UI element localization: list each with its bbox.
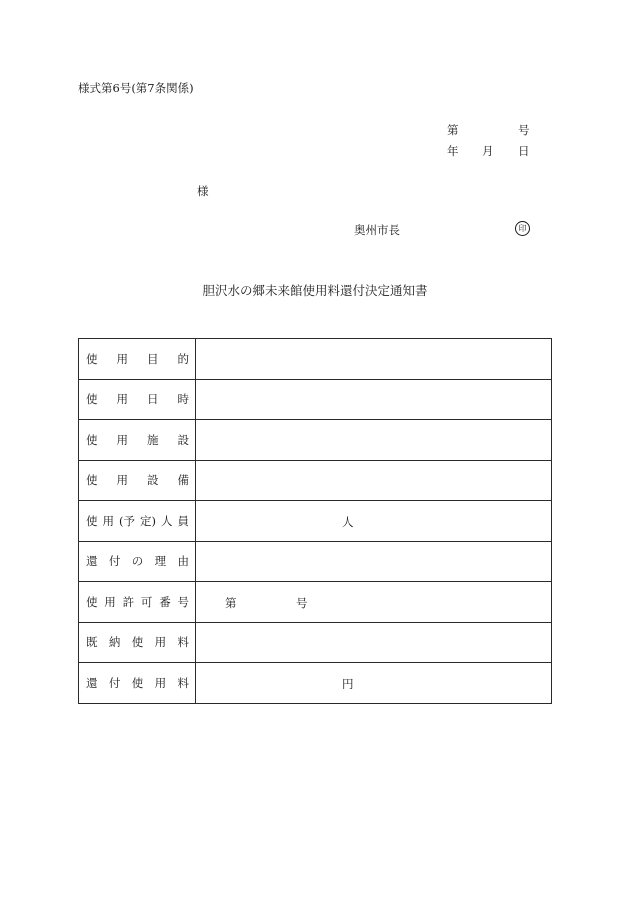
row-label	[79, 379, 196, 420]
permit-number-suffix: 号	[296, 596, 308, 610]
row-label-text	[79, 594, 195, 610]
application-table	[78, 338, 552, 704]
document-number-suffix: 号	[518, 123, 530, 137]
label-char: 既	[86, 635, 98, 650]
row-value-field[interactable]	[196, 379, 552, 420]
table-row	[79, 339, 552, 380]
unit-label: 円	[342, 677, 354, 691]
label-char: 番	[159, 594, 171, 609]
table-row	[79, 663, 552, 704]
date-day-label: 日	[518, 144, 530, 158]
row-label	[79, 622, 196, 663]
date-month-label: 月	[482, 144, 494, 158]
row-label	[79, 663, 196, 704]
label-char: 設	[147, 473, 159, 488]
label-char: 施	[147, 432, 159, 447]
table-row	[79, 622, 552, 663]
row-label-text	[79, 513, 195, 529]
label-char: 用	[116, 351, 128, 366]
form-number: 様式第6号(第7条関係)	[78, 81, 194, 95]
seal-mark: 印	[515, 221, 530, 236]
label-char: 料	[177, 635, 189, 650]
issuer-name: 奥州市長	[354, 223, 400, 237]
label-char: 還	[86, 675, 98, 690]
row-value-field[interactable]	[196, 663, 552, 704]
row-label-text	[79, 391, 195, 407]
label-char: 的	[177, 351, 189, 366]
addressee-honorific: 様	[197, 184, 209, 198]
row-label-text	[79, 351, 195, 367]
label-char: 用	[102, 513, 114, 528]
label-char: 備	[177, 473, 189, 488]
label-char: 許	[122, 594, 135, 609]
label-char: 使	[86, 513, 98, 528]
label-char: 使	[86, 594, 98, 609]
row-label-text	[79, 634, 195, 650]
label-char: の	[131, 554, 144, 569]
label-char: 使	[131, 675, 144, 690]
label-char: 還	[86, 554, 98, 569]
label-char: 用	[154, 635, 167, 650]
unit-label: 人	[342, 515, 354, 529]
row-value-field[interactable]	[196, 501, 552, 542]
label-char: 付	[108, 675, 121, 690]
table-row	[79, 582, 552, 623]
label-char: 可	[140, 594, 153, 609]
row-value-field[interactable]	[196, 339, 552, 380]
label-char: 料	[177, 675, 189, 690]
row-value-field[interactable]	[196, 420, 552, 461]
row-label-text	[79, 553, 195, 569]
label-char: 人	[161, 513, 173, 528]
label-char: 納	[108, 635, 121, 650]
table-row	[79, 420, 552, 461]
row-label-text	[79, 432, 195, 448]
document-title: 胆沢水の郷未来館使用料還付決定通知書	[202, 283, 428, 298]
row-value-field[interactable]	[196, 582, 552, 623]
label-char: 用	[104, 594, 116, 609]
label-char: 用	[116, 432, 128, 447]
label-char: 用	[116, 473, 128, 488]
label-char: 定)	[140, 513, 156, 528]
row-label	[79, 582, 196, 623]
label-char: (予	[119, 513, 135, 528]
label-char: 使	[86, 392, 98, 407]
label-char: 使	[86, 432, 98, 447]
label-char: 由	[177, 554, 189, 569]
date-year-label: 年	[447, 144, 459, 158]
table-row	[79, 541, 552, 582]
label-char: 設	[177, 432, 189, 447]
document-number-prefix: 第	[447, 123, 459, 137]
label-char: 時	[177, 392, 189, 407]
label-char: 理	[154, 554, 167, 569]
label-char: 使	[131, 635, 144, 650]
label-char: 使	[86, 473, 98, 488]
row-label-text	[79, 472, 195, 488]
label-char: 号	[177, 594, 189, 609]
label-char: 員	[177, 513, 189, 528]
label-char: 用	[116, 392, 128, 407]
table-row	[79, 460, 552, 501]
row-label-text	[79, 675, 195, 691]
row-value-field[interactable]	[196, 460, 552, 501]
row-label	[79, 339, 196, 380]
label-char: 用	[154, 675, 167, 690]
label-char: 付	[108, 554, 121, 569]
row-label	[79, 460, 196, 501]
permit-number-prefix: 第	[225, 596, 237, 610]
table-row	[79, 501, 552, 542]
row-value-field[interactable]	[196, 541, 552, 582]
label-char: 使	[86, 351, 98, 366]
row-label	[79, 420, 196, 461]
label-char: 目	[147, 351, 159, 366]
row-label	[79, 541, 196, 582]
row-label	[79, 501, 196, 542]
label-char: 日	[147, 392, 159, 407]
table-row	[79, 379, 552, 420]
row-value-field[interactable]	[196, 622, 552, 663]
